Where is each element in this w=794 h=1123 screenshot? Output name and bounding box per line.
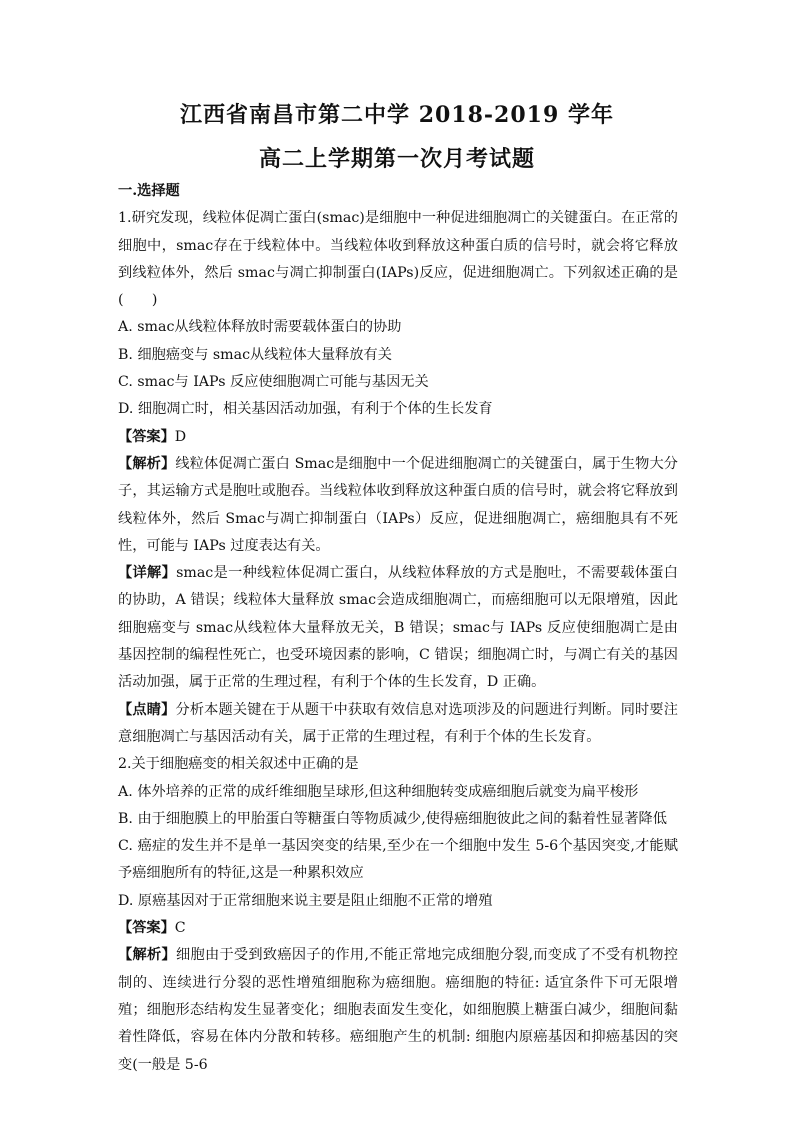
analysis-text: 线粒体促凋亡蛋白 Smac是细胞中一个促进细胞凋亡的关键蛋白，属于生物大分子，其运输方式是胞吐或胞吞。当线粒体收到释放这种蛋白质的信号时，就会将它释放到线粒体外，然后 Smac与凋亡抑制蛋白（IAPs）反应，促进细胞凋亡，癌细胞具有不死性，可能与 IAPs 过度表达有关。 — [118, 455, 678, 554]
question-1-detail — [118, 560, 678, 696]
question-1-option-c: C. smac与 IAPs 反应使细胞凋亡可能与基因无关 — [118, 374, 429, 391]
title-line-2: 高二上学期第一次月考试题 — [258, 146, 535, 172]
document-body — [118, 178, 678, 1079]
question-1-comment — [118, 697, 678, 752]
question-2-option-b: B. 由于细胞膜上的甲胎蛋白等糖蛋白等物质减少,使得癌细胞彼此之间的黏着性显著降低 — [118, 810, 667, 827]
question-2-option-c: C. 癌症的发生并不是单一基因突变的结果,至少在一个细胞中发生 5-6个基因突变,才能赋予癌细胞所有的特征,这是一种累积效应 — [118, 838, 678, 882]
detail-text: smac是一种线粒体促凋亡蛋白，从线粒体释放的方式是胞吐，不需要载体蛋白的协助，A 错误；线粒体大量释放 smac会造成细胞凋亡，而癌细胞可以无限增殖，因此细胞癌变与 smac从线粒体大量释放无关，B 错误；smac与 IAPs 反应使细胞凋亡是由基因控制的编程性死亡，也受环境因素的影响，C 错误；细胞凋亡时，与凋亡有关的基因活动加强，属于正常的生理过程，有利于个体的生长发育，D 正确。 — [118, 565, 678, 691]
answer-tag: 【答案】 — [118, 428, 175, 445]
analysis-tag: 【解析】 — [118, 455, 176, 472]
question-2-option-a: A. 体外培养的正常的成纤维细胞呈球形,但这种细胞转变成癌细胞后就变为扁平梭形 — [118, 783, 639, 800]
comment-text: 分析本题关键在于从题干中获取有效信息对选项涉及的问题进行判断。同时要注意细胞凋亡与基因活动有关，属于正常的生理过程，有利于个体的生长发育。 — [118, 701, 678, 745]
question-2-answer — [118, 915, 678, 942]
title-line-1: 江西省南昌市第二中学 2018-2019 学年 — [180, 102, 614, 128]
detail-tag: 【详解】 — [118, 565, 177, 582]
question-1-stem: 1.研究发现，线粒体促凋亡蛋白(smac)是细胞中一种促进细胞凋亡的关键蛋白。在正常的细胞中，smac存在于线粒体中。当线粒体收到释放这种蛋白质的信号时，就会将它释放到线粒体外，然后 smac与凋亡抑制蛋白(IAPs)反应，促进细胞凋亡。下列叙述正确的是( ) — [118, 210, 678, 309]
answer-value: D — [174, 428, 187, 445]
question-1-option-b: B. 细胞癌变与 smac从线粒体大量释放有关 — [118, 346, 392, 363]
answer-tag: 【答案】 — [118, 920, 175, 937]
section-heading: 一.选择题 — [118, 183, 180, 199]
analysis-tag: 【解析】 — [118, 947, 176, 964]
question-1-option-d: D. 细胞凋亡时，相关基因活动加强，有利于个体的生长发育 — [118, 401, 493, 418]
analysis-text: 细胞由于受到致癌因子的作用,不能正常地完成细胞分裂,而变成了不受有机物控制的、连续进行分裂的恶性增殖细胞称为癌细胞。癌细胞的特征: 适宜条件下可无限增殖；细胞形态结构发生显著变化；细胞表面发生变化，如细胞膜上糖蛋白减少，细胞间黏着性降低，容易在体内分散和转移。癌细胞产生的机制: 细胞内原癌基因和抑癌基因的突变(一般是 5-6 — [118, 947, 678, 1073]
question-2-analysis — [118, 942, 678, 1078]
question-1-analysis — [118, 451, 678, 560]
comment-tag: 【点睛】 — [118, 701, 176, 718]
question-1-answer — [118, 424, 678, 451]
answer-value: C — [174, 920, 186, 937]
question-1-option-a: A. smac从线粒体释放时需要载体蛋白的协助 — [118, 319, 402, 336]
question-2-option-d: D. 原癌基因对于正常细胞来说主要是阻止细胞不正常的增殖 — [118, 892, 493, 909]
question-2-stem: 2.关于细胞癌变的相关叙述中正确的是 — [118, 756, 359, 773]
